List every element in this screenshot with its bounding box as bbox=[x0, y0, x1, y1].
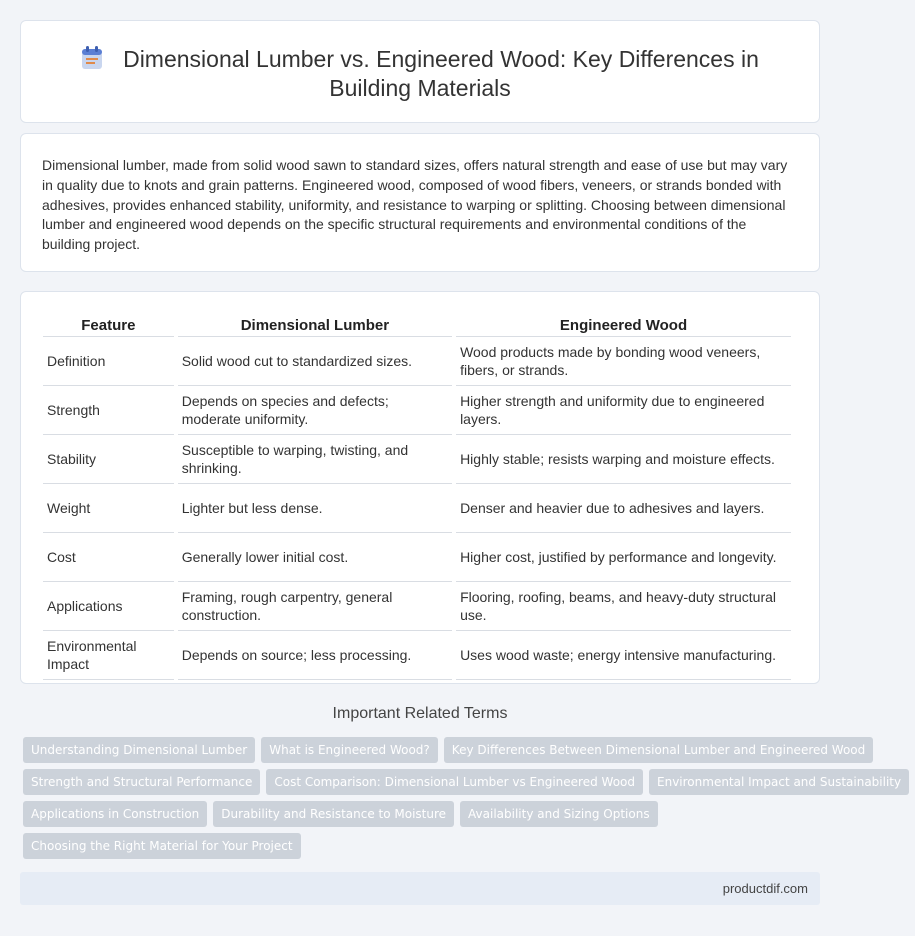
comparison-table bbox=[39, 316, 795, 680]
intro-card bbox=[20, 133, 820, 272]
comparison-table-card bbox=[20, 291, 820, 684]
related-term-tag[interactable]: Environmental Impact and Sustainability bbox=[649, 769, 909, 795]
page-title-text: Dimensional Lumber vs. Engineered Wood: Key Differences in Building Materials bbox=[123, 46, 759, 101]
related-term-tag[interactable]: Choosing the Right Material for Your Project bbox=[23, 833, 301, 859]
table-cell-feature: Strength bbox=[43, 386, 174, 435]
tag-row bbox=[23, 833, 823, 865]
table-cell-feature: Weight bbox=[43, 484, 174, 533]
page-title bbox=[61, 45, 779, 103]
table-cell-engineered-wood: Higher strength and uniformity due to engineered layers. bbox=[456, 386, 791, 435]
table-cell-engineered-wood: Flooring, roofing, beams, and heavy-duty structural use. bbox=[456, 582, 791, 631]
related-terms-tags bbox=[23, 737, 902, 865]
table-cell-feature: Definition bbox=[43, 337, 174, 386]
table-cell-engineered-wood: Wood products made by bonding wood veneers, fibers, or strands. bbox=[456, 337, 791, 386]
related-term-tag[interactable]: Key Differences Between Dimensional Lumber and Engineered Wood bbox=[444, 737, 873, 763]
related-term-tag[interactable]: Cost Comparison: Dimensional Lumber vs Engineered Wood bbox=[266, 769, 643, 795]
document-calendar-icon bbox=[81, 46, 103, 70]
table-cell-engineered-wood: Uses wood waste; energy intensive manufacturing. bbox=[456, 631, 791, 680]
tag-row bbox=[23, 769, 902, 801]
table-cell-feature: Cost bbox=[43, 533, 174, 582]
table-row bbox=[43, 435, 791, 484]
related-term-tag[interactable]: Availability and Sizing Options bbox=[460, 801, 658, 827]
related-term-tag[interactable]: Applications in Construction bbox=[23, 801, 207, 827]
table-header-row bbox=[43, 316, 791, 337]
table-cell-dimensional-lumber: Lighter but less dense. bbox=[178, 484, 452, 533]
table-row bbox=[43, 484, 791, 533]
table-row bbox=[43, 337, 791, 386]
table-cell-dimensional-lumber: Generally lower initial cost. bbox=[178, 533, 452, 582]
table-cell-dimensional-lumber: Solid wood cut to standardized sizes. bbox=[178, 337, 452, 386]
tag-row bbox=[23, 801, 823, 833]
related-term-tag[interactable]: What is Engineered Wood? bbox=[261, 737, 438, 763]
table-row bbox=[43, 582, 791, 631]
table-cell-feature: Applications bbox=[43, 582, 174, 631]
footer bbox=[20, 872, 820, 905]
table-cell-feature: Stability bbox=[43, 435, 174, 484]
table-row bbox=[43, 533, 791, 582]
table-cell-dimensional-lumber: Depends on species and defects; moderate uniformity. bbox=[178, 386, 452, 435]
column-header-feature: Feature bbox=[43, 316, 174, 337]
header-card bbox=[20, 20, 820, 123]
related-term-tag[interactable]: Strength and Structural Performance bbox=[23, 769, 260, 795]
table-cell-engineered-wood: Higher cost, justified by performance and longevity. bbox=[456, 533, 791, 582]
table-cell-engineered-wood: Highly stable; resists warping and moisture effects. bbox=[456, 435, 791, 484]
table-row bbox=[43, 386, 791, 435]
column-header-dimensional-lumber: Dimensional Lumber bbox=[178, 316, 452, 337]
table-cell-engineered-wood: Denser and heavier due to adhesives and layers. bbox=[456, 484, 791, 533]
table-cell-feature: Environmental Impact bbox=[43, 631, 174, 680]
tag-row bbox=[23, 737, 866, 769]
table-row bbox=[43, 631, 791, 680]
intro-paragraph: Dimensional lumber, made from solid wood sawn to standard sizes, offers natural strength and ease of use but may vary in quality due to knots and grain patterns. Engineered wood, composed of wood fibers, veneers, or strands bonded with adhesives, provides enhanced stability, uniformity, and resistance to warping or splitting. Choosing between dimensional lumber and engineered wood depends on the specific structural requirements and environmental conditions of the building project. bbox=[42, 157, 788, 253]
table-cell-dimensional-lumber: Framing, rough carpentry, general construction. bbox=[178, 582, 452, 631]
related-term-tag[interactable]: Understanding Dimensional Lumber bbox=[23, 737, 255, 763]
table-cell-dimensional-lumber: Susceptible to warping, twisting, and shrinking. bbox=[178, 435, 452, 484]
table-cell-dimensional-lumber: Depends on source; less processing. bbox=[178, 631, 452, 680]
related-terms-title: Important Related Terms bbox=[332, 705, 508, 722]
column-header-engineered-wood: Engineered Wood bbox=[456, 316, 791, 337]
footer-site-name[interactable]: productdif.com bbox=[722, 881, 808, 896]
related-term-tag[interactable]: Durability and Resistance to Moisture bbox=[213, 801, 454, 827]
